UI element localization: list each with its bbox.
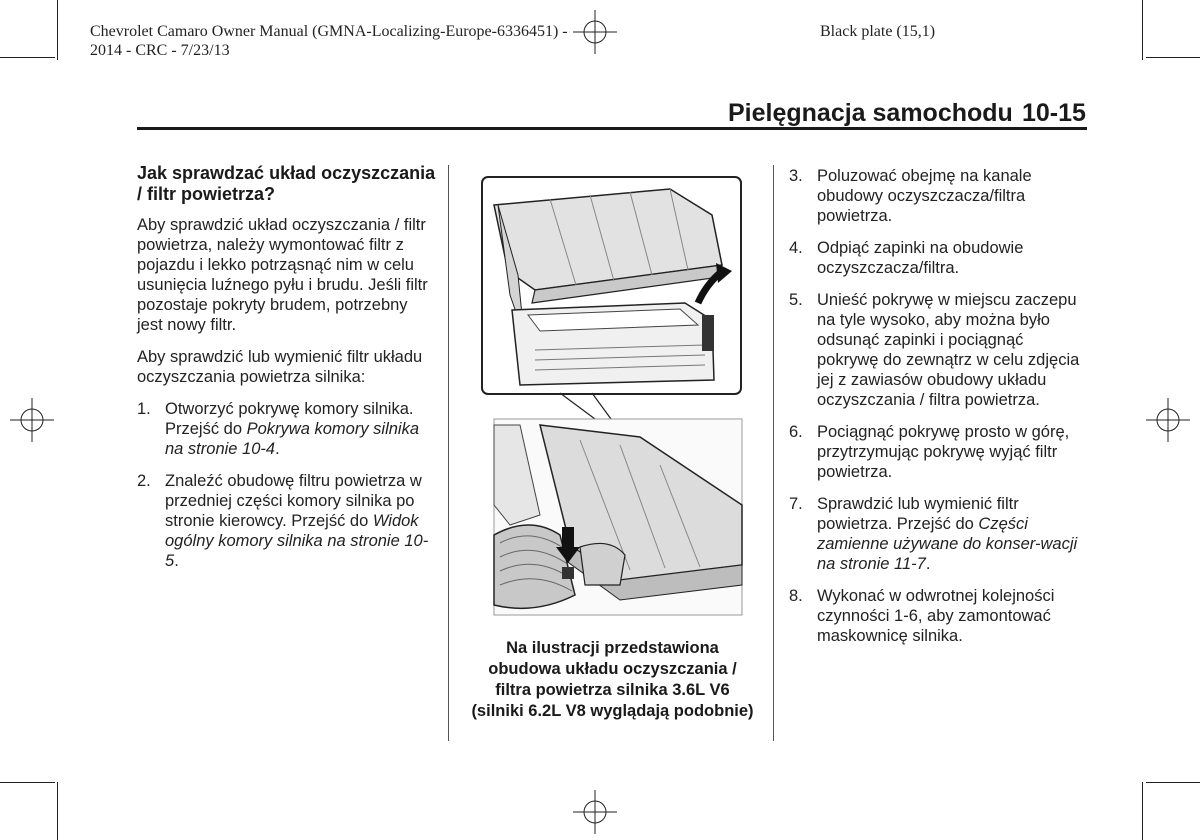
crop-mark: [1146, 782, 1200, 783]
registration-mark: [573, 790, 617, 834]
air-cleaner-illustration: [480, 175, 745, 620]
section-rule: [137, 127, 1087, 130]
right-column: [789, 166, 1085, 658]
print-info-line1: Chevrolet Camaro Owner Manual (GMNA-Localizing-Europe-6336451) -: [90, 23, 568, 40]
step-number: 7.: [789, 495, 803, 513]
crop-mark: [0, 57, 55, 58]
step-number: 4.: [789, 239, 803, 257]
plate-label: Black plate (15,1): [820, 23, 936, 40]
column-divider: [773, 165, 774, 741]
list-item: [789, 422, 1085, 482]
subsection-heading: Jak sprawdzać układ oczyszczania / filtr powietrza?: [137, 163, 436, 204]
paragraph: Aby sprawdzić lub wymienić filtr układu oczyszczania powietrza silnika:: [137, 348, 423, 386]
step-text: Wykonać w odwrotnej kolejności czynności 1-6, aby zamontować maskownicę silnika.: [817, 587, 1055, 645]
cross-reference-link[interactable]: Widok ogólny komory silnika na stronie 10-5: [165, 512, 429, 570]
step-text: Poluzować obejmę na kanale obudowy oczyszczacza/filtra powietrza.: [817, 167, 1032, 225]
left-column: [137, 163, 437, 583]
crop-mark: [1146, 57, 1200, 58]
crop-mark: [1142, 0, 1143, 60]
step-number: 6.: [789, 423, 803, 441]
step-number: 3.: [789, 167, 803, 185]
crop-mark: [0, 782, 55, 783]
list-item: [137, 399, 437, 459]
step-text: Unieść pokrywę w miejscu zaczepu na tyle wysoko, aby można było odsunąć zapinki i pociągnąć pokrywę do zewnątrz w celu zdjęcia jej z zawiasów obudowy układu oczyszczania / filtra powietrza.: [817, 291, 1080, 409]
paragraph: Aby sprawdzić układ oczyszczania / filtr powietrza, należy wymontować filtr z pojazdu i lekko potrząsnąć nim w celu usunięcia luźnego pyłu i brudu. Jeśli filtr pozostaje pokryty brudem, potrzebny jest nowy filtr.: [137, 216, 428, 334]
registration-mark: [10, 398, 54, 442]
step-number: 8.: [789, 587, 803, 605]
section-title: Pielęgnacja samochodu: [728, 99, 1013, 127]
print-info-line2: 2014 - CRC - 7/23/13: [90, 42, 230, 59]
step-text: Odpiąć zapinki na obudowie oczyszczacza/filtra.: [817, 239, 1024, 277]
step-text: Znaleźć obudowę filtru powietrza w przedniej części komory silnika po stronie kierowcy. Przejść do Widok ogólny komory silnika na stronie 10-5.: [165, 472, 429, 570]
page-number: 10-15: [1022, 99, 1086, 127]
step-text: Sprawdzić lub wymienić filtr powietrza. Przejść do Części zamienne używane do konser-wacji na stronie 11-7.: [817, 495, 1078, 573]
registration-mark: [1146, 398, 1190, 442]
list-item: [789, 586, 1085, 646]
crop-mark: [57, 782, 58, 840]
list-item: [789, 290, 1085, 410]
step-number: 2.: [137, 472, 151, 490]
figure-caption: Na ilustracji przedstawiona obudowa układu oczyszczania / filtra powietrza silnika 3.6L V6 (silniki 6.2L V8 wyglądają podobnie): [471, 639, 754, 720]
print-info: [90, 22, 610, 60]
column-divider: [448, 165, 449, 741]
crop-mark: [1142, 782, 1143, 840]
cross-reference-link[interactable]: Części zamienne używane do konser-wacji na stronie 11-7: [817, 515, 1078, 573]
step-text: Otworzyć pokrywę komory silnika. Przejść do Pokrywa komory silnika na stronie 10-4.: [165, 400, 420, 458]
step-number: 5.: [789, 291, 803, 309]
list-item: [789, 494, 1085, 574]
step-text: Pociągnąć pokrywę prosto w górę, przytrzymując pokrywę wyjąć filtr powietrza.: [817, 423, 1070, 481]
cross-reference-link[interactable]: Pokrywa komory silnika na stronie 10-4: [165, 420, 420, 458]
list-item: [137, 471, 437, 571]
crop-mark: [57, 0, 58, 60]
list-item: [789, 166, 1085, 226]
step-number: 1.: [137, 400, 151, 418]
list-item: [789, 238, 1085, 278]
